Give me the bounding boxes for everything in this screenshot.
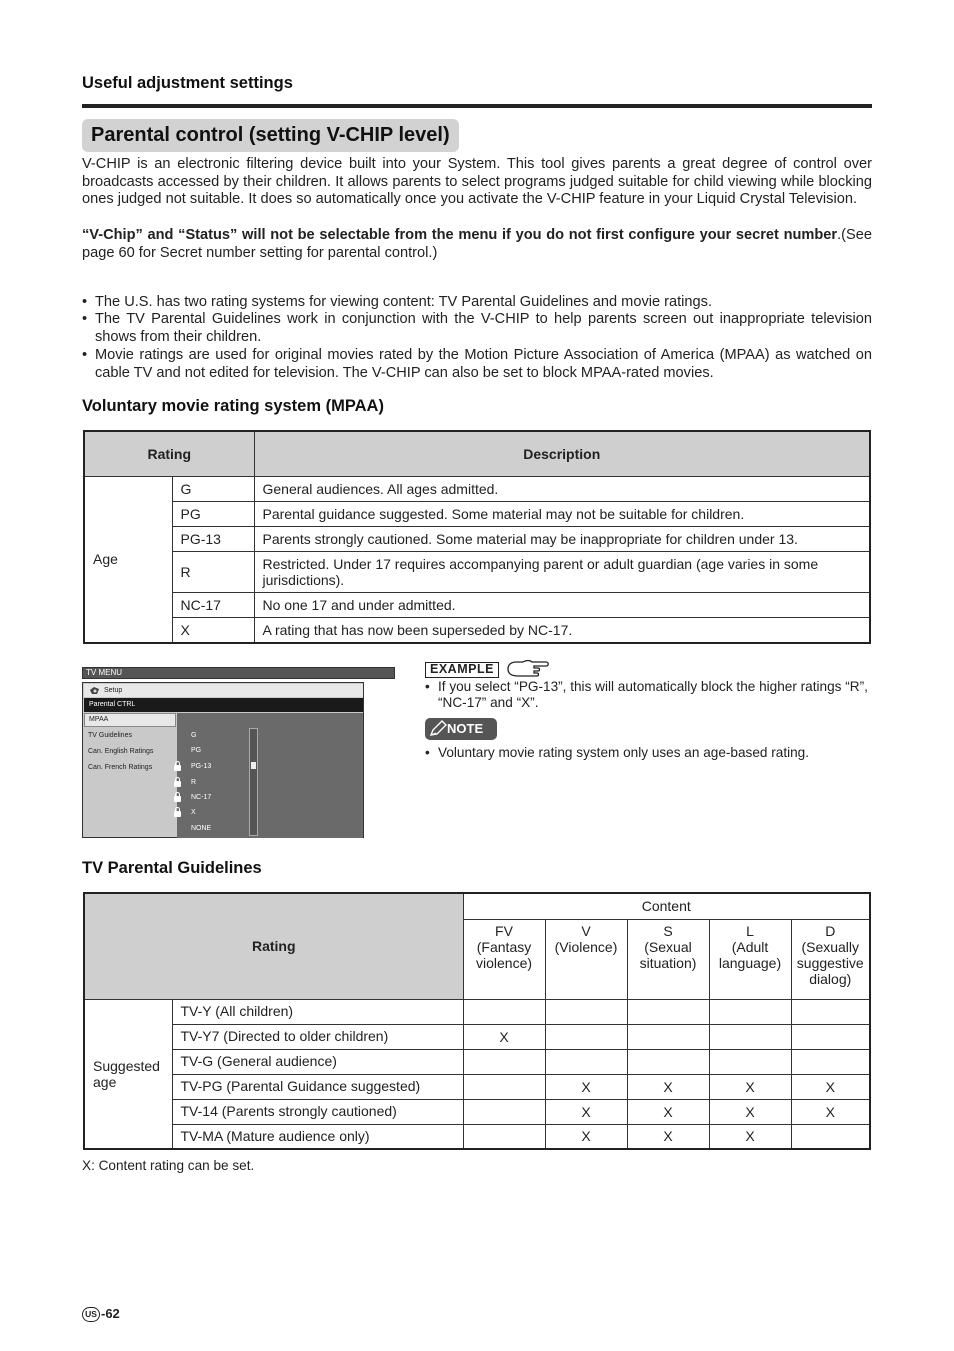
content-mark: X <box>627 1124 709 1149</box>
tv-menu-option[interactable]: PG <box>191 747 202 754</box>
tv-menu-item-tv-guidelines[interactable]: TV Guidelines <box>88 732 132 739</box>
content-desc: (Adult language) <box>718 938 782 971</box>
content-code: S <box>663 922 673 939</box>
rating-level-slider[interactable] <box>249 728 258 836</box>
table-footnote: X: Content rating can be set. <box>82 1158 255 1173</box>
content-desc: (Violence) <box>554 938 618 955</box>
content-mark <box>627 1024 709 1049</box>
mpaa-description-header: Description <box>254 431 870 476</box>
table-row <box>84 592 870 617</box>
content-col-l <box>709 919 791 999</box>
tv-menu-item-mpaa[interactable]: MPAA <box>84 713 176 727</box>
content-mark <box>463 999 545 1024</box>
lock-icon <box>174 796 181 802</box>
tv-menu-option[interactable]: R <box>191 779 197 786</box>
content-mark <box>463 1074 545 1099</box>
content-col-fv <box>463 919 545 999</box>
tv-menu-right-pane <box>177 713 363 838</box>
content-mark <box>545 1024 627 1049</box>
content-mark <box>545 1049 627 1074</box>
tv-menu-option[interactable]: G <box>191 732 197 739</box>
content-code: D <box>825 922 836 939</box>
tv-group-suggested-age: Suggested age <box>84 999 172 1149</box>
bullet-mark: • <box>82 347 88 363</box>
mpaa-desc: A rating that has now been superseded by NC-17. <box>254 617 870 643</box>
content-mark <box>463 1124 545 1149</box>
tv-rating-label: TV-MA (Mature audience only) <box>172 1124 463 1149</box>
bullet-mark: • <box>425 679 430 694</box>
tv-guidelines-table <box>83 892 871 1150</box>
tv-rating-label: TV-14 (Parents strongly cautioned) <box>172 1099 463 1124</box>
intro-paragraph: V-CHIP is an electronic filtering device built into your System. This tool gives parents a great degree of control over broadcasts accessed by their children. It allows parents to select programs judged suitable for child viewing while blocking ones judged not suitable. It does so automatically once you activate the V-CHIP feature in your Liquid Crystal Television. <box>82 156 872 207</box>
mpaa-code: X <box>172 617 254 643</box>
tv-menu-option[interactable]: NONE <box>191 825 212 832</box>
table-row <box>84 999 870 1024</box>
content-col-d <box>791 919 870 999</box>
tv-menu-option[interactable]: NC-17 <box>191 794 212 801</box>
example-text <box>425 679 875 711</box>
bullet-text: The U.S. has two rating systems for viewing content: TV Parental Guidelines and movie ratings. <box>95 294 713 310</box>
content-mark: X <box>627 1099 709 1124</box>
table-row <box>84 1049 870 1074</box>
warning-rest-text: .(See page 60 for Secret number setting for parental control.) <box>82 227 872 261</box>
table-row <box>84 617 870 643</box>
content-mark <box>545 999 627 1024</box>
mpaa-desc: General audiences. All ages admitted. <box>254 476 870 501</box>
bullet-text: Movie ratings are used for original movies rated by the Motion Picture Association of America (MPAA) as watched on cable TV and not edited for television. The V-CHIP can also be set to block MPAA-rated movies. <box>95 347 872 381</box>
content-mark <box>463 1049 545 1074</box>
table-row <box>84 476 870 501</box>
pencil-icon <box>428 720 448 738</box>
content-mark: X <box>791 1099 870 1124</box>
bullet-item <box>82 347 872 382</box>
table-row <box>84 1074 870 1099</box>
content-mark <box>709 1049 791 1074</box>
bullet-item <box>82 294 872 312</box>
mpaa-code: R <box>172 551 254 592</box>
page-number-text: -62 <box>101 1306 120 1321</box>
table-row <box>84 1099 870 1124</box>
table-row <box>84 1024 870 1049</box>
content-mark <box>709 1024 791 1049</box>
warning-bold-text: “V-Chip” and “Status” will not be selectable from the menu if you do not first configure your secret number <box>82 227 838 243</box>
lock-icon <box>174 811 181 817</box>
tv-menu-titlebar: TV MENU <box>82 667 395 679</box>
tv-rating-label: TV-G (General audience) <box>172 1049 463 1074</box>
page-title: Parental control (setting V-CHIP level) <box>82 119 459 152</box>
content-mark: X <box>709 1124 791 1149</box>
mpaa-group-age: Age <box>84 476 172 643</box>
note-text-body: Voluntary movie rating system only uses an age-based rating. <box>438 745 810 760</box>
content-mark: X <box>545 1074 627 1099</box>
bullet-mark: • <box>82 294 88 310</box>
content-desc: (Sexual situation) <box>639 938 697 971</box>
content-desc: (Fantasy violence) <box>475 938 533 971</box>
content-mark <box>627 1049 709 1074</box>
bullet-mark: • <box>425 745 430 760</box>
tv-menu-screen <box>82 682 364 838</box>
lock-icon <box>174 765 181 771</box>
example-tag: EXAMPLE <box>425 662 499 678</box>
section-label: Useful adjustment settings <box>82 74 293 92</box>
tv-rating-label: TV-PG (Parental Guidance suggested) <box>172 1074 463 1099</box>
content-desc: (Sexually suggestive dialog) <box>796 938 864 987</box>
content-mark <box>791 1049 870 1074</box>
content-mark: X <box>791 1074 870 1099</box>
mpaa-desc: Restricted. Under 17 requires accompanying parent or adult guardian (age varies in some jurisdictions). <box>254 551 870 592</box>
content-mark <box>791 1124 870 1149</box>
slider-knob[interactable] <box>251 762 256 769</box>
tv-rating-header: Rating <box>84 893 463 999</box>
tv-menu-item-can-english[interactable]: Can. English Ratings <box>88 748 154 755</box>
tv-guidelines-heading: TV Parental Guidelines <box>82 859 262 877</box>
tv-menu-item-can-french[interactable]: Can. French Ratings <box>88 764 153 771</box>
tv-menu-setup-label: Setup <box>104 687 123 694</box>
mpaa-code: PG-13 <box>172 526 254 551</box>
table-row <box>84 551 870 592</box>
table-row <box>84 526 870 551</box>
tv-menu-option[interactable]: X <box>191 809 196 816</box>
tv-rating-label: TV-Y7 (Directed to older children) <box>172 1024 463 1049</box>
tv-content-header: Content <box>463 893 870 919</box>
mpaa-heading: Voluntary movie rating system (MPAA) <box>82 397 384 415</box>
mpaa-desc: Parents strongly cautioned. Some material may be inappropriate for children under 13. <box>254 526 870 551</box>
tv-menu-option[interactable]: PG-13 <box>191 763 212 770</box>
content-mark <box>791 999 870 1024</box>
tv-rating-label: TV-Y (All children) <box>172 999 463 1024</box>
content-mark: X <box>545 1124 627 1149</box>
secret-number-warning <box>82 227 872 262</box>
example-text-body: If you select “PG-13”, this will automatically block the higher ratings “R”, “NC-17” and “X”. <box>438 679 868 710</box>
content-col-v <box>545 919 627 999</box>
page-number <box>82 1306 120 1322</box>
mpaa-table <box>83 430 871 644</box>
table-row <box>84 501 870 526</box>
note-text <box>425 745 875 761</box>
content-code: L <box>746 922 754 939</box>
mpaa-code: NC-17 <box>172 592 254 617</box>
pointing-hand-icon <box>506 658 550 680</box>
mpaa-code: PG <box>172 501 254 526</box>
content-mark: X <box>463 1024 545 1049</box>
tv-menu-setup-row[interactable] <box>84 684 363 697</box>
table-row <box>84 1124 870 1149</box>
content-mark: X <box>709 1099 791 1124</box>
note-tag: NOTE <box>425 718 497 740</box>
tv-menu-parental-ctrl[interactable]: Parental CTRL <box>84 698 363 712</box>
tv-menu-left-pane <box>83 713 176 838</box>
region-us-icon: US <box>82 1307 100 1322</box>
content-mark: X <box>545 1099 627 1124</box>
mpaa-rating-header: Rating <box>84 431 254 476</box>
content-code: V <box>581 922 591 939</box>
bullet-item <box>82 311 872 346</box>
content-mark <box>627 999 709 1024</box>
content-mark <box>463 1099 545 1124</box>
content-code: FV <box>495 922 513 939</box>
lock-icon <box>174 781 181 787</box>
content-mark: X <box>709 1074 791 1099</box>
mpaa-desc: No one 17 and under admitted. <box>254 592 870 617</box>
mpaa-code: G <box>172 476 254 501</box>
content-mark <box>791 1024 870 1049</box>
content-mark: X <box>627 1074 709 1099</box>
content-mark <box>709 999 791 1024</box>
header-rule <box>82 104 872 108</box>
setup-icon <box>89 686 100 695</box>
content-col-s <box>627 919 709 999</box>
bullet-mark: • <box>82 311 88 327</box>
mpaa-desc: Parental guidance suggested. Some material may not be suitable for children. <box>254 501 870 526</box>
bullet-text: The TV Parental Guidelines work in conjunction with the V-CHIP to help parents screen out inappropriate television shows from their children. <box>95 311 872 345</box>
